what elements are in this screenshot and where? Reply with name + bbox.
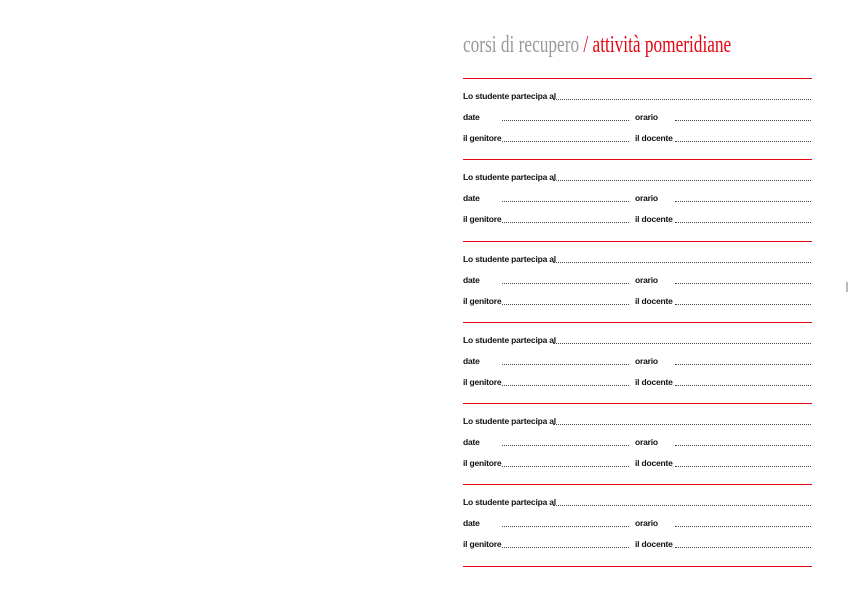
teacher-signature-field[interactable] xyxy=(675,466,811,467)
signature-row xyxy=(463,376,812,390)
time-label: orario xyxy=(635,518,658,528)
time-label: orario xyxy=(635,193,658,203)
date-label: date xyxy=(463,275,480,285)
date-time-row xyxy=(463,436,812,450)
teacher-label: il docente xyxy=(635,133,673,143)
participation-label: Lo studente partecipa al xyxy=(463,335,556,345)
date-field[interactable] xyxy=(502,445,629,446)
signature-row xyxy=(463,457,812,471)
time-label: orario xyxy=(635,356,658,366)
date-time-row xyxy=(463,111,812,125)
participation-field[interactable] xyxy=(553,343,811,344)
participation-label: Lo studente partecipa al xyxy=(463,254,556,264)
enrollment-block xyxy=(463,323,812,404)
date-label: date xyxy=(463,518,480,528)
date-field[interactable] xyxy=(502,283,629,284)
participation-field[interactable] xyxy=(553,99,811,100)
participation-label: Lo studente partecipa al xyxy=(463,91,556,101)
parent-label: il genitore xyxy=(463,214,502,224)
parent-signature-field[interactable] xyxy=(502,385,629,386)
participation-field[interactable] xyxy=(553,424,811,425)
date-field[interactable] xyxy=(502,120,629,121)
enrollment-block xyxy=(463,242,812,323)
parent-label: il genitore xyxy=(463,133,502,143)
participation-label: Lo studente partecipa al xyxy=(463,497,556,507)
date-field[interactable] xyxy=(502,526,629,527)
parent-signature-field[interactable] xyxy=(502,547,629,548)
date-field[interactable] xyxy=(502,364,629,365)
teacher-label: il docente xyxy=(635,214,673,224)
time-field[interactable] xyxy=(675,283,811,284)
participation-field[interactable] xyxy=(553,262,811,263)
time-label: orario xyxy=(635,437,658,447)
parent-label: il genitore xyxy=(463,377,502,387)
teacher-signature-field[interactable] xyxy=(675,304,811,305)
title-part-recovery: corsi di recupero xyxy=(463,32,580,58)
enrollment-block xyxy=(463,79,812,160)
enrollment-block xyxy=(463,404,812,485)
date-time-row xyxy=(463,192,812,206)
teacher-signature-field[interactable] xyxy=(675,547,811,548)
parent-label: il genitore xyxy=(463,458,502,468)
participation-label: Lo studente partecipa al xyxy=(463,416,556,426)
teacher-signature-field[interactable] xyxy=(675,222,811,223)
date-label: date xyxy=(463,356,480,366)
date-label: date xyxy=(463,112,480,122)
parent-label: il genitore xyxy=(463,296,502,306)
time-field[interactable] xyxy=(675,526,811,527)
signature-row xyxy=(463,295,812,309)
date-time-row xyxy=(463,274,812,288)
participation-row xyxy=(463,171,812,185)
time-label: orario xyxy=(635,112,658,122)
teacher-signature-field[interactable] xyxy=(675,385,811,386)
teacher-signature-field[interactable] xyxy=(675,141,811,142)
time-label: orario xyxy=(635,275,658,285)
parent-signature-field[interactable] xyxy=(502,304,629,305)
title-separator: / xyxy=(583,32,589,58)
time-field[interactable] xyxy=(675,364,811,365)
date-label: date xyxy=(463,437,480,447)
participation-label: Lo studente partecipa al xyxy=(463,172,556,182)
participation-row xyxy=(463,253,812,267)
title-part-afternoon: attività pomeridiane xyxy=(592,32,732,58)
enrollment-block xyxy=(463,485,812,566)
enrollment-block xyxy=(463,160,812,241)
red-divider-bottom xyxy=(463,566,812,567)
parent-signature-field[interactable] xyxy=(502,141,629,142)
date-label: date xyxy=(463,193,480,203)
time-field[interactable] xyxy=(675,120,811,121)
parent-label: il genitore xyxy=(463,539,502,549)
parent-signature-field[interactable] xyxy=(502,466,629,467)
parent-signature-field[interactable] xyxy=(502,222,629,223)
time-field[interactable] xyxy=(675,201,811,202)
participation-field[interactable] xyxy=(553,180,811,181)
teacher-label: il docente xyxy=(635,296,673,306)
participation-field[interactable] xyxy=(553,505,811,506)
signature-row xyxy=(463,213,812,227)
teacher-label: il docente xyxy=(635,458,673,468)
participation-row xyxy=(463,90,812,104)
signature-row xyxy=(463,538,812,552)
teacher-label: il docente xyxy=(635,539,673,549)
date-time-row xyxy=(463,355,812,369)
signature-row xyxy=(463,132,812,146)
date-time-row xyxy=(463,517,812,531)
date-field[interactable] xyxy=(502,201,629,202)
teacher-label: il docente xyxy=(635,377,673,387)
participation-row xyxy=(463,415,812,429)
time-field[interactable] xyxy=(675,445,811,446)
participation-row xyxy=(463,496,812,510)
participation-row xyxy=(463,334,812,348)
page-title xyxy=(463,30,731,60)
